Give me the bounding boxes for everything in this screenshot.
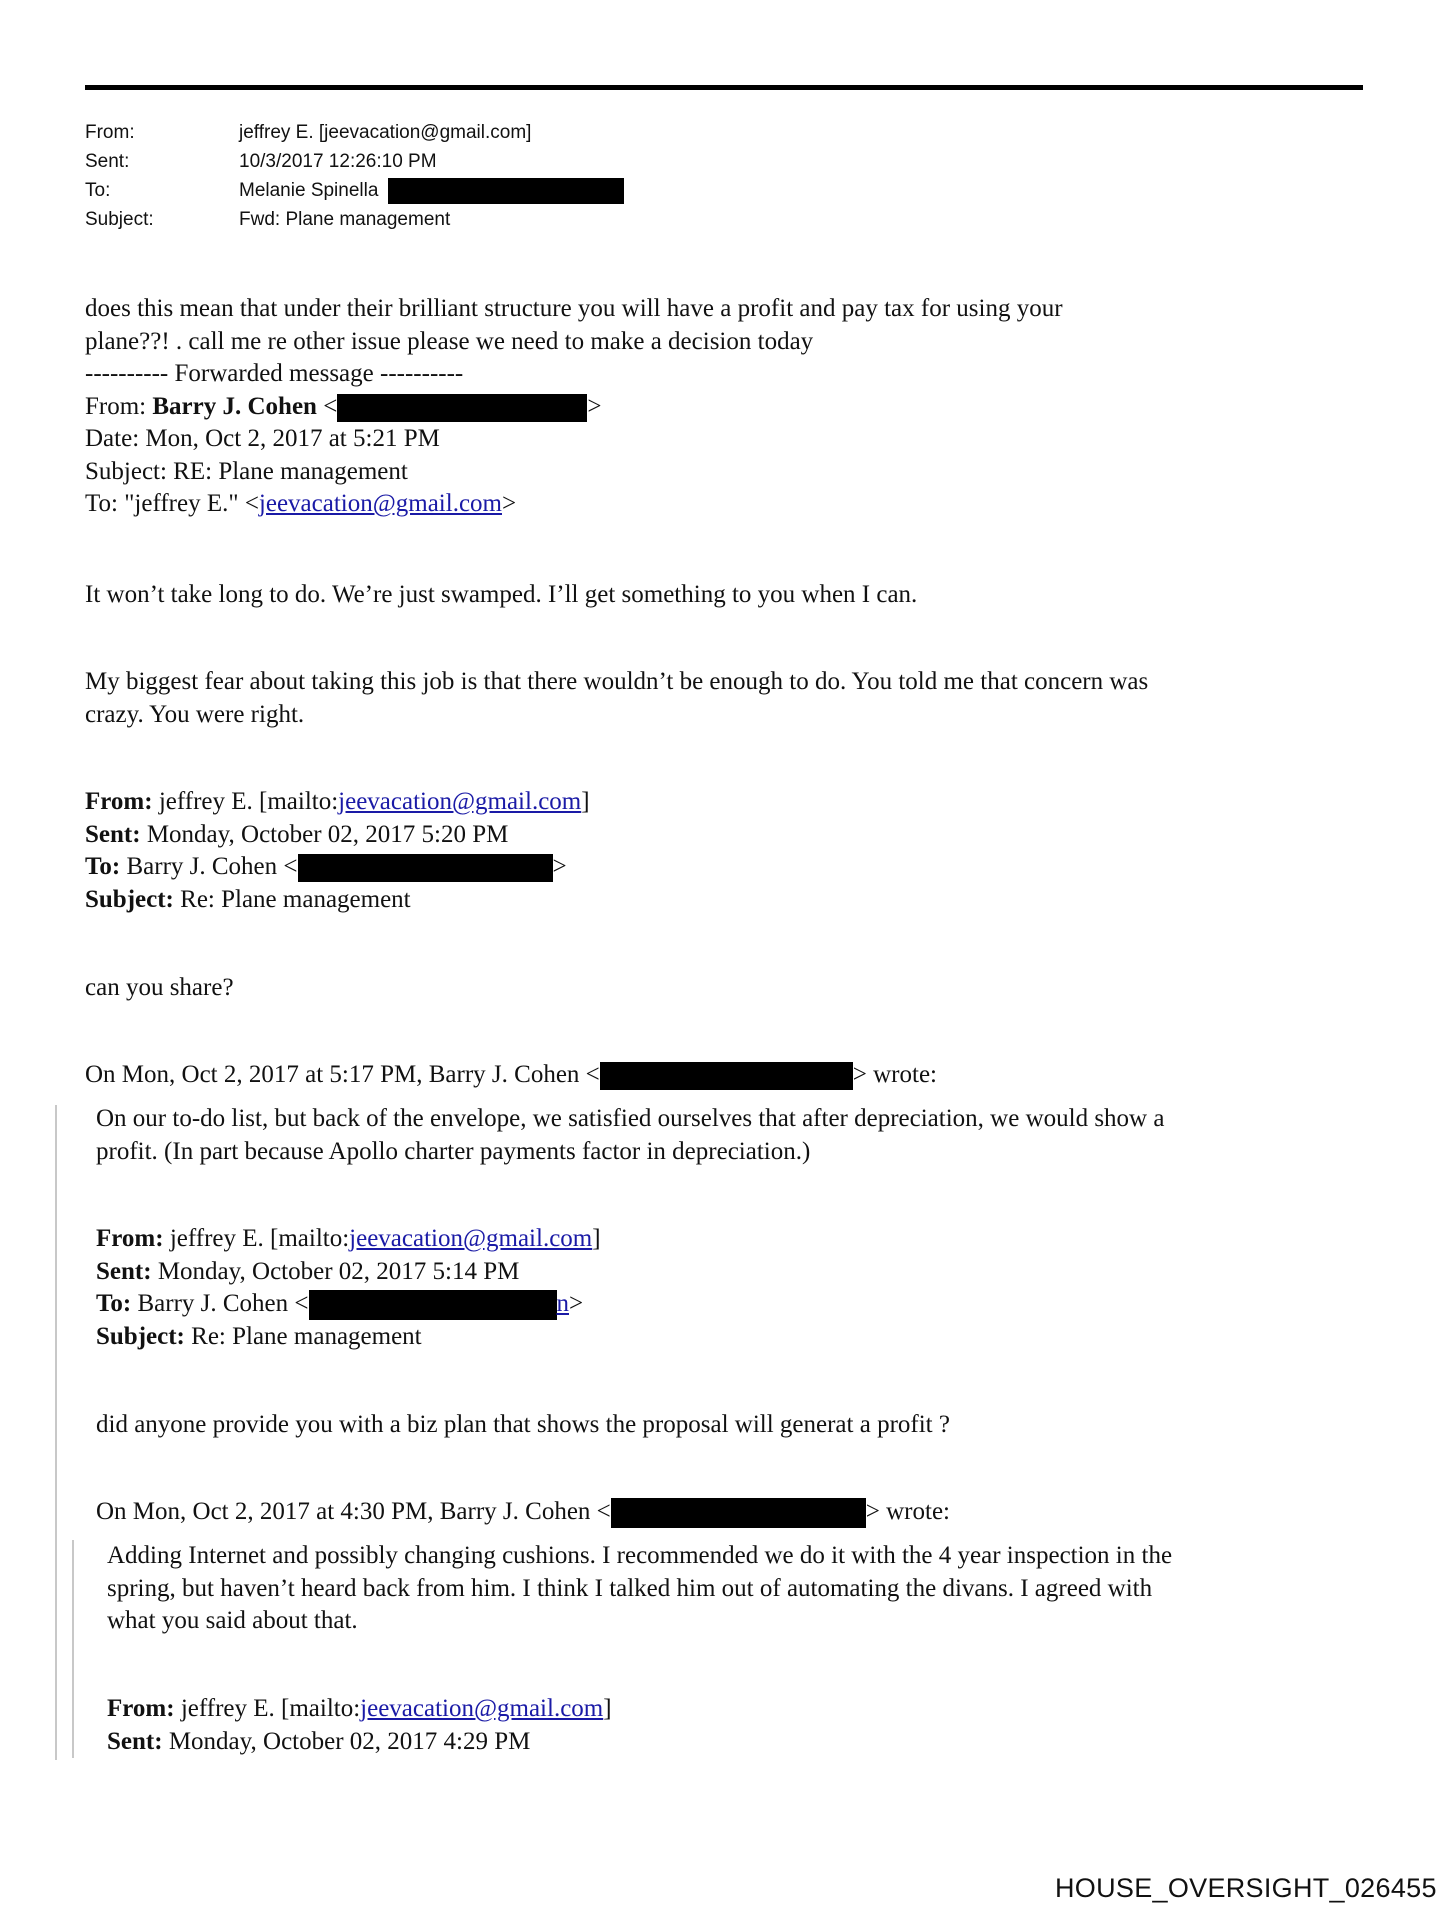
msg2-to-suffix: > <box>552 853 567 880</box>
redaction-box <box>600 1062 853 1090</box>
redaction-box <box>611 1498 866 1528</box>
body-line: spring, but haven’t heard back from him. I think I talked him out of automating the divans. I agreed with <box>107 1574 1153 1602</box>
header-sent-row <box>85 147 624 176</box>
header-subject-label: Subject: <box>85 209 154 230</box>
q1-to-line <box>96 1288 601 1321</box>
forward-to-prefix: To: "jeffrey E." < <box>85 490 259 517</box>
message-2-header <box>85 786 590 916</box>
redaction-box <box>309 1290 557 1320</box>
body-line: It won’t take long to do. We’re just swamped. I’ll get something to you when I can. <box>85 581 918 608</box>
q2-sent-value: Monday, October 02, 2017 4:29 PM <box>162 1727 531 1755</box>
quote-bar <box>55 1105 57 1760</box>
header-sent-label: Sent: <box>85 151 130 172</box>
msg2-sent-line <box>85 819 590 852</box>
forward-from-lt: < <box>316 392 338 420</box>
q1-from-line <box>96 1223 601 1256</box>
body-line: Adding Internet and possibly changing cushions. I recommended we do it with the 4 year inspection in the <box>107 1542 1173 1569</box>
q2-sent-label: Sent: <box>107 1727 163 1755</box>
quote-intro-suffix: > wrote: <box>865 1498 950 1525</box>
header-to-value: Melanie Spinella <box>239 180 379 201</box>
q1-sent-value: Monday, October 02, 2017 5:14 PM <box>151 1257 520 1285</box>
redaction-box <box>298 854 553 882</box>
q1-to-suffix: > <box>569 1290 584 1317</box>
q1-sent-label: Sent: <box>96 1257 152 1285</box>
forward-date-line: Date: Mon, Oct 2, 2017 at 5:21 PM <box>85 425 440 452</box>
msg2-from-suffix: ] <box>581 788 590 815</box>
quote-intro-prefix: On Mon, Oct 2, 2017 at 5:17 PM, Barry J. Cohen < <box>85 1061 600 1088</box>
q1-to-prefix: Barry J. Cohen < <box>131 1290 309 1317</box>
header-from-row <box>85 118 624 147</box>
body-line: On our to-do list, but back of the envelope, we satisfied ourselves that after depreciation, we would show a <box>96 1105 1165 1132</box>
q1-subject-line <box>96 1321 601 1354</box>
msg2-to-line <box>85 851 590 884</box>
body-line: does this mean that under their brilliant structure you will have a profit and pay tax for using your <box>85 295 1063 322</box>
quote-1-body <box>96 1103 1164 1168</box>
reply-paragraph-1 <box>85 579 917 612</box>
forward-to-line <box>85 488 1063 521</box>
header-sent-value: 10/3/2017 12:26:10 PM <box>239 151 437 172</box>
forward-to-suffix: > <box>502 490 517 517</box>
body-line: did anyone provide you with a biz plan that shows the proposal will generat a profit ? <box>96 1411 950 1438</box>
msg2-from-label: From: <box>85 788 153 815</box>
header-to-row <box>85 176 624 205</box>
msg2-subject-line <box>85 884 590 917</box>
redaction-box <box>337 394 587 422</box>
forward-from-name: Barry J. Cohen <box>152 392 317 420</box>
msg2-from-line <box>85 786 590 819</box>
msg2-sent-label: Sent: <box>85 820 141 848</box>
email-link[interactable]: jeevacation@gmail.com <box>338 788 582 815</box>
body-line: can you share? <box>85 974 234 1001</box>
msg2-subject-value: Re: Plane management <box>173 885 411 913</box>
msg2-subject-label: Subject: <box>85 885 174 913</box>
quote-bar <box>72 1540 74 1758</box>
email-link[interactable]: jeevacation@gmail.com <box>258 490 502 517</box>
forward-from-line <box>85 391 1063 424</box>
forward-from-gt: > <box>587 392 602 420</box>
forward-divider: ---------- Forwarded message ---------- <box>85 360 464 387</box>
body-line: profit. (In part because Apollo charter payments factor in depreciation.) <box>96 1137 811 1165</box>
bates-number: HOUSE_OVERSIGHT_026455 <box>1055 1873 1437 1903</box>
header-from-value: jeffrey E. [jeevacation@gmail.com] <box>239 122 532 143</box>
msg2-to-label: To: <box>85 853 121 880</box>
q1-sent-line <box>96 1256 601 1289</box>
forward-subject-line: Subject: RE: Plane management <box>85 457 408 485</box>
email-link[interactable]: jeevacation@gmail.com <box>349 1225 593 1252</box>
q2-from-suffix: ] <box>603 1695 612 1722</box>
q1-from-prefix: jeffrey E. [mailto: <box>163 1225 350 1252</box>
message-body <box>85 293 1063 521</box>
q1-to-label: To: <box>96 1290 132 1317</box>
q1-subject-value: Re: Plane management <box>184 1322 422 1350</box>
q1-subject-label: Subject: <box>96 1322 185 1350</box>
q2-sent-line <box>107 1726 612 1759</box>
header-subject-value: Fwd: Plane management <box>239 209 451 230</box>
q1-from-label: From: <box>96 1225 164 1252</box>
quote-2-intro <box>96 1496 950 1529</box>
quote-intro-prefix: On Mon, Oct 2, 2017 at 4:30 PM, Barry J. Cohen < <box>96 1498 611 1525</box>
forward-from-prefix: From: <box>85 392 153 420</box>
quote-2-body <box>107 1540 1172 1638</box>
email-link[interactable]: jeevacation@gmail.com <box>360 1695 604 1722</box>
q2-from-prefix: jeffrey E. [mailto: <box>174 1695 361 1722</box>
quote-intro-line <box>96 1496 950 1529</box>
body-line: My biggest fear about taking this job is that there wouldn’t be enough to do. You told me that concern was <box>85 668 1149 695</box>
body-line: what you said about that. <box>107 1607 358 1634</box>
q2-from-line <box>107 1693 612 1726</box>
quote-intro-line <box>85 1059 937 1092</box>
header-from-label: From: <box>85 122 135 143</box>
quote-2-header <box>107 1693 612 1758</box>
q1-to-tail: n <box>556 1290 569 1317</box>
header-subject-row <box>85 205 624 234</box>
quote-intro-suffix: > wrote: <box>852 1061 937 1088</box>
q2-from-label: From: <box>107 1695 175 1722</box>
q1-from-suffix: ] <box>592 1225 601 1252</box>
redaction-box <box>388 178 624 204</box>
header-to-label: To: <box>85 180 111 201</box>
email-header <box>85 118 624 234</box>
message-2-body <box>85 972 234 1005</box>
msg2-to-prefix: Barry J. Cohen < <box>120 853 298 880</box>
body-line: crazy. You were right. <box>85 700 305 728</box>
msg2-sent-value: Monday, October 02, 2017 5:20 PM <box>140 820 509 848</box>
quote-1-reply <box>96 1409 950 1442</box>
reply-paragraph-2 <box>85 666 1148 731</box>
header-rule <box>85 85 1363 90</box>
body-line: plane??! . call me re other issue please we need to make a decision today <box>85 327 814 355</box>
msg2-from-prefix: jeffrey E. [mailto: <box>152 788 339 815</box>
quote-1-intro <box>85 1059 937 1092</box>
quote-1-header <box>96 1223 601 1353</box>
